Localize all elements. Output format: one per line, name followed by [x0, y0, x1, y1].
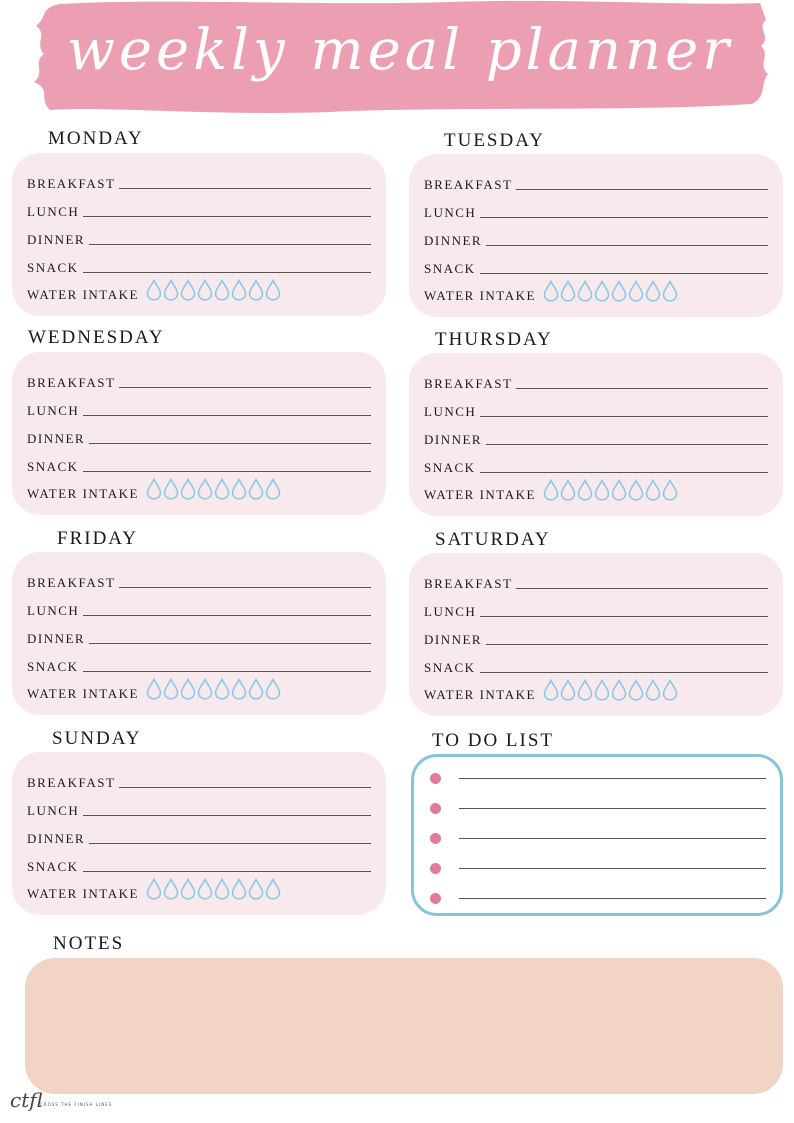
meal-label-lunch: LUNCH [27, 603, 80, 618]
write-line[interactable] [83, 671, 371, 672]
water-drop-icon[interactable] [146, 478, 162, 500]
water-drop-icon[interactable] [146, 678, 162, 700]
meal-label-dinner: DINNER [27, 232, 86, 247]
write-line[interactable] [459, 778, 766, 779]
meal-row-breakfast [424, 171, 768, 191]
meal-label-breakfast: BREAKFAST [424, 177, 513, 192]
meal-row-breakfast [424, 370, 768, 390]
write-line[interactable] [516, 189, 768, 190]
water-drops [146, 478, 282, 500]
meal-row-lunch [27, 397, 371, 417]
water-drop-icon[interactable] [163, 878, 179, 900]
day-title-tuesday: TUESDAY [444, 130, 545, 151]
water-drop-icon[interactable] [146, 878, 162, 900]
day-card-sunday [12, 752, 386, 915]
water-drop-icon[interactable] [180, 678, 196, 700]
water-drop-icon[interactable] [560, 679, 576, 701]
water-drop-icon[interactable] [180, 279, 196, 301]
water-intake-label: WATER INTAKE [27, 686, 139, 701]
water-drop-icon[interactable] [197, 279, 213, 301]
water-drop-icon[interactable] [214, 279, 230, 301]
write-line[interactable] [83, 216, 371, 217]
meal-row-snack [424, 255, 768, 275]
write-line[interactable] [486, 444, 768, 445]
logo-mark: ctfl [10, 1088, 43, 1112]
todo-item[interactable] [430, 801, 766, 815]
water-drops [543, 479, 679, 501]
meal-label-dinner: DINNER [424, 632, 483, 647]
water-drop-icon[interactable] [197, 878, 213, 900]
day-card-wednesday [12, 352, 386, 515]
write-line[interactable] [480, 472, 768, 473]
water-drop-icon[interactable] [662, 280, 678, 302]
water-drop-icon[interactable] [163, 678, 179, 700]
write-line[interactable] [83, 815, 371, 816]
meal-label-breakfast: BREAKFAST [27, 375, 116, 390]
write-line[interactable] [459, 808, 766, 809]
write-line[interactable] [89, 244, 371, 245]
water-intake-row [27, 281, 371, 301]
water-intake-row [424, 681, 768, 701]
water-drop-icon[interactable] [214, 878, 230, 900]
todo-item[interactable] [430, 861, 766, 875]
day-card-tuesday [409, 154, 783, 317]
write-line[interactable] [480, 217, 768, 218]
meal-row-breakfast [27, 769, 371, 789]
meal-row-snack [424, 654, 768, 674]
water-drop-icon[interactable] [560, 479, 576, 501]
meal-label-breakfast: BREAKFAST [27, 575, 116, 590]
water-intake-row [27, 680, 371, 700]
meal-row-snack [27, 853, 371, 873]
water-drop-icon[interactable] [265, 878, 281, 900]
water-drop-icon[interactable] [543, 679, 559, 701]
water-drop-icon[interactable] [248, 478, 264, 500]
meal-label-lunch: LUNCH [27, 204, 80, 219]
notes-title: NOTES [53, 933, 125, 954]
bullet-dot-icon [430, 833, 441, 844]
meal-label-lunch: LUNCH [27, 803, 80, 818]
meal-row-dinner [27, 625, 371, 645]
water-drop-icon[interactable] [594, 479, 610, 501]
water-intake-label: WATER INTAKE [27, 486, 139, 501]
water-drop-icon[interactable] [594, 280, 610, 302]
meal-row-snack [424, 454, 768, 474]
meal-row-lunch [424, 598, 768, 618]
meal-label-snack: SNACK [27, 659, 79, 674]
meal-label-snack: SNACK [424, 660, 476, 675]
meal-row-breakfast [27, 170, 371, 190]
water-drop-icon[interactable] [594, 679, 610, 701]
water-drop-icon[interactable] [577, 280, 593, 302]
meal-label-snack: SNACK [27, 260, 79, 275]
meal-label-breakfast: BREAKFAST [424, 576, 513, 591]
meal-row-snack [27, 254, 371, 274]
water-drop-icon[interactable] [248, 678, 264, 700]
water-drop-icon[interactable] [628, 280, 644, 302]
meal-row-lunch [27, 198, 371, 218]
meal-label-breakfast: BREAKFAST [424, 376, 513, 391]
meal-row-lunch [27, 597, 371, 617]
todo-item[interactable] [430, 831, 766, 845]
meal-row-lunch [27, 797, 371, 817]
write-line[interactable] [480, 616, 768, 617]
page-title: weekly meal planner [66, 18, 734, 83]
day-title-thursday: THURSDAY [435, 329, 553, 350]
water-drops [146, 279, 282, 301]
water-drop-icon[interactable] [662, 679, 678, 701]
write-line[interactable] [459, 898, 766, 899]
water-drop-icon[interactable] [577, 679, 593, 701]
water-drops [146, 678, 282, 700]
todo-item[interactable] [430, 771, 766, 785]
write-line[interactable] [119, 587, 371, 588]
todo-title: TO DO LIST [432, 730, 555, 751]
bullet-dot-icon [430, 803, 441, 814]
water-drop-icon[interactable] [628, 679, 644, 701]
write-line[interactable] [480, 416, 768, 417]
water-drop-icon[interactable] [214, 678, 230, 700]
water-drop-icon[interactable] [577, 479, 593, 501]
write-line[interactable] [119, 387, 371, 388]
day-title-friday: FRIDAY [57, 528, 138, 549]
meal-row-lunch [424, 199, 768, 219]
water-intake-row [27, 480, 371, 500]
write-line[interactable] [486, 644, 768, 645]
meal-label-lunch: LUNCH [424, 404, 477, 419]
meal-label-snack: SNACK [424, 460, 476, 475]
meal-row-dinner [27, 425, 371, 445]
day-title-wednesday: WEDNESDAY [28, 327, 165, 348]
water-drop-icon[interactable] [645, 280, 661, 302]
water-drop-icon[interactable] [163, 478, 179, 500]
water-intake-row [27, 880, 371, 900]
day-title-saturday: SATURDAY [435, 529, 551, 550]
meal-label-lunch: LUNCH [424, 205, 477, 220]
water-drop-icon[interactable] [197, 478, 213, 500]
write-line[interactable] [83, 615, 371, 616]
meal-label-breakfast: BREAKFAST [27, 176, 116, 191]
water-drop-icon[interactable] [231, 478, 247, 500]
notes-box[interactable] [25, 958, 783, 1094]
meal-row-dinner [27, 226, 371, 246]
meal-label-dinner: DINNER [27, 831, 86, 846]
water-drop-icon[interactable] [197, 678, 213, 700]
meal-row-dinner [424, 426, 768, 446]
meal-label-breakfast: BREAKFAST [27, 775, 116, 790]
water-intake-label: WATER INTAKE [424, 687, 536, 702]
day-card-thursday [409, 353, 783, 516]
day-title-sunday: SUNDAY [52, 728, 142, 749]
water-drop-icon[interactable] [611, 679, 627, 701]
water-drop-icon[interactable] [265, 478, 281, 500]
water-drop-icon[interactable] [265, 678, 281, 700]
brand-logo [10, 1088, 113, 1112]
write-line[interactable] [89, 643, 371, 644]
water-drop-icon[interactable] [231, 279, 247, 301]
water-intake-row [424, 481, 768, 501]
water-drop-icon[interactable] [231, 678, 247, 700]
write-line[interactable] [83, 415, 371, 416]
write-line[interactable] [119, 188, 371, 189]
water-intake-label: WATER INTAKE [27, 886, 139, 901]
bullet-dot-icon [430, 773, 441, 784]
water-drop-icon[interactable] [611, 479, 627, 501]
todo-item[interactable] [430, 891, 766, 905]
meal-label-snack: SNACK [424, 261, 476, 276]
water-drop-icon[interactable] [180, 478, 196, 500]
write-line[interactable] [89, 443, 371, 444]
water-drop-icon[interactable] [560, 280, 576, 302]
water-drop-icon[interactable] [146, 279, 162, 301]
meal-row-dinner [424, 626, 768, 646]
water-intake-label: WATER INTAKE [27, 287, 139, 302]
write-line[interactable] [480, 273, 768, 274]
water-drops [146, 878, 282, 900]
water-drops [543, 280, 679, 302]
meal-label-dinner: DINNER [424, 233, 483, 248]
water-drop-icon[interactable] [248, 279, 264, 301]
write-line[interactable] [516, 388, 768, 389]
meal-row-breakfast [27, 369, 371, 389]
write-line[interactable] [83, 471, 371, 472]
write-line[interactable] [459, 868, 766, 869]
water-drop-icon[interactable] [543, 479, 559, 501]
water-drop-icon[interactable] [611, 280, 627, 302]
water-drop-icon[interactable] [231, 878, 247, 900]
water-drop-icon[interactable] [628, 479, 644, 501]
meal-row-dinner [27, 825, 371, 845]
write-line[interactable] [480, 672, 768, 673]
write-line[interactable] [83, 871, 371, 872]
day-card-friday [12, 552, 386, 715]
meal-row-breakfast [424, 570, 768, 590]
water-intake-row [424, 282, 768, 302]
meal-row-lunch [424, 398, 768, 418]
meal-row-snack [27, 653, 371, 673]
water-drops [543, 679, 679, 701]
meal-label-dinner: DINNER [27, 431, 86, 446]
meal-label-dinner: DINNER [424, 432, 483, 447]
bullet-dot-icon [430, 863, 441, 874]
water-intake-label: WATER INTAKE [424, 487, 536, 502]
water-drop-icon[interactable] [645, 679, 661, 701]
day-card-monday [12, 153, 386, 316]
water-drop-icon[interactable] [180, 878, 196, 900]
write-line[interactable] [83, 272, 371, 273]
bullet-dot-icon [430, 893, 441, 904]
meal-row-breakfast [27, 569, 371, 589]
water-drop-icon[interactable] [543, 280, 559, 302]
water-intake-label: WATER INTAKE [424, 288, 536, 303]
water-drop-icon[interactable] [214, 478, 230, 500]
write-line[interactable] [516, 588, 768, 589]
write-line[interactable] [459, 838, 766, 839]
water-drop-icon[interactable] [662, 479, 678, 501]
meal-label-snack: SNACK [27, 459, 79, 474]
meal-label-lunch: LUNCH [27, 403, 80, 418]
water-drop-icon[interactable] [265, 279, 281, 301]
water-drop-icon[interactable] [645, 479, 661, 501]
day-title-monday: MONDAY [48, 128, 144, 149]
write-line[interactable] [486, 245, 768, 246]
todo-list-box [411, 754, 783, 916]
write-line[interactable] [119, 787, 371, 788]
logo-tagline: CROSS THE FINISH LINES [40, 1102, 113, 1107]
meal-label-lunch: LUNCH [424, 604, 477, 619]
water-drop-icon[interactable] [248, 878, 264, 900]
meal-row-dinner [424, 227, 768, 247]
meal-label-snack: SNACK [27, 859, 79, 874]
meal-row-snack [27, 453, 371, 473]
write-line[interactable] [89, 843, 371, 844]
meal-label-dinner: DINNER [27, 631, 86, 646]
water-drop-icon[interactable] [163, 279, 179, 301]
day-card-saturday [409, 553, 783, 716]
